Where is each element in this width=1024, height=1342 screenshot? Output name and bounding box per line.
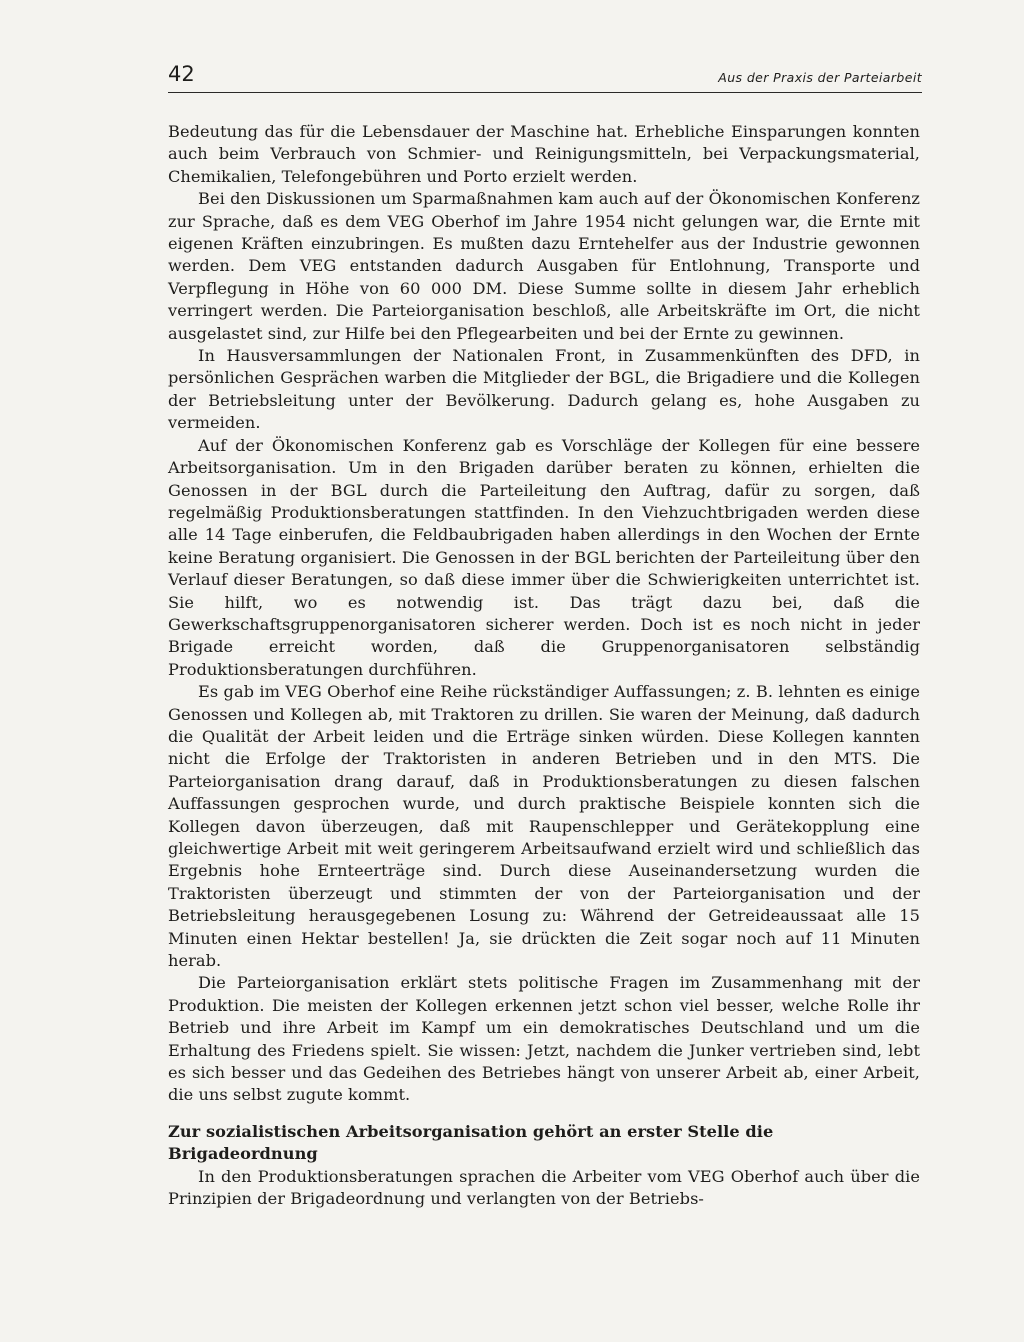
body-text	[168, 121, 920, 1211]
paragraph: Die Parteiorganisation erklärt stets politische Fragen im Zusammenhang mit der Produktion. Die meisten der Kollegen erkennen jetzt schon viel besser, welche Rolle ihr Betrieb und ihre Arbeit im Kampf um ein demokratisches Deutschland und um die Erhaltung des Friedens spielt. Sie wissen: Jetzt, nachdem die Junker vertrieben sind, lebt es sich besser und das Gedeihen des Betriebes hängt von unserer Arbeit ab, einer Arbeit, die uns selbst zugute kommt.	[168, 973, 920, 1105]
section-heading: Zur sozialistischen Arbeitsorganisation gehört an erster Stelle die Brigadeordnung	[168, 1121, 774, 1164]
running-head: Aus der Praxis der Parteiarbeit	[718, 70, 922, 85]
paragraph: In den Produktionsberatungen sprachen die Arbeiter vom VEG Oberhof auch über die Prinzipien der Brigadeordnung und verlangten von der Betriebs-	[168, 1166, 920, 1209]
paragraph: Es gab im VEG Oberhof eine Reihe rückständiger Auffassungen; z. B. lehnten es einige Genossen und Kollegen ab, mit Traktoren zu drillen. Sie waren der Meinung, daß dadurch die Qualität der Arbeit leiden und die Erträge sinken würden. Diese Kollegen kannten nicht die Erfolge der Traktoristen in anderen Betrieben und in den MTS. Die Parteiorganisation drang darauf, daß in Produktionsberatungen zu diesen falschen Auffassungen gesprochen wurde, und durch praktische Beispiele konnten sich die Kollegen davon überzeugen, daß mit Raupenschlepper und Gerätekopplung eine gleichwertige Arbeit mit weit geringerem Arbeitsaufwand erzielt wird und schließlich das Ergebnis hohe Ernteerträge sind. Durch diese Auseinandersetzung wurden die Traktoristen überzeugt und stimmten der von der Parteiorganisation und der Betriebsleitung herausgegebenen Losung zu: Während der Getreideaussaat alle 15 Minuten einen Hektar bestellen! Ja, sie drückten die Zeit sogar noch auf 11 Minuten herab.	[168, 682, 920, 971]
paragraph: Bedeutung das für die Lebensdauer der Maschine hat. Erhebliche Einsparungen konnten auch beim Verbrauch von Schmier- und Reinigungsmitteln, bei Verpackungsmaterial, Chemikalien, Telefongebühren und Porto erzielt werden.	[168, 122, 920, 186]
paragraph: In Hausversammlungen der Nationalen Front, in Zusammenkünften des DFD, in persönlichen Gesprächen warben die Mitglieder der BGL, die Brigadiere und die Kollegen der Betriebsleitung unter der Bevölkerung. Dadurch gelang es, hohe Ausgaben zu vermeiden.	[168, 346, 920, 433]
page-header	[168, 60, 922, 93]
page-number: 42	[168, 62, 195, 86]
paragraph: Bei den Diskussionen um Sparmaßnahmen kam auch auf der Ökonomischen Konferenz zur Sprache, daß es dem VEG Oberhof im Jahre 1954 nicht gelungen war, die Ernte mit eigenen Kräften einzubringen. Es mußten dazu Erntehelfer aus der Industrie gewonnen werden. Dem VEG entstanden dadurch Ausgaben für Entlohnung, Transporte und Verpflegung in Höhe von 60 000 DM. Diese Summe sollte in diesem Jahr erheblich verringert werden. Die Parteiorganisation beschloß, alle Arbeitskräfte im Ort, die nicht ausgelastet sind, zur Hilfe bei den Pflegearbeiten und bei der Ernte zu gewinnen.	[168, 189, 920, 343]
paragraph: Auf der Ökonomischen Konferenz gab es Vorschläge der Kollegen für eine bessere Arbeitsorganisation. Um in den Brigaden darüber beraten zu können, erhielten die Genossen in der BGL durch die Parteileitung den Auftrag, dafür zu sorgen, daß regelmäßig Produktionsberatungen stattfinden. In den Viehzuchtbrigaden werden diese alle 14 Tage einberufen, die Feldbaubrigaden haben allerdings in den Wochen der Ernte keine Beratung organisiert. Die Genossen in der BGL berichten der Parteileitung über den Verlauf dieser Beratungen, so daß diese immer über die Schwierigkeiten unterrichtet ist. Sie hilft, wo es notwendig ist. Das trägt dazu bei, daß die Gewerkschaftsgruppenorganisatoren sicherer werden. Doch ist es noch nicht in jeder Brigade erreicht worden, daß die Gruppenorganisatoren selbständig Produktionsberatungen durchführen.	[168, 435, 920, 679]
